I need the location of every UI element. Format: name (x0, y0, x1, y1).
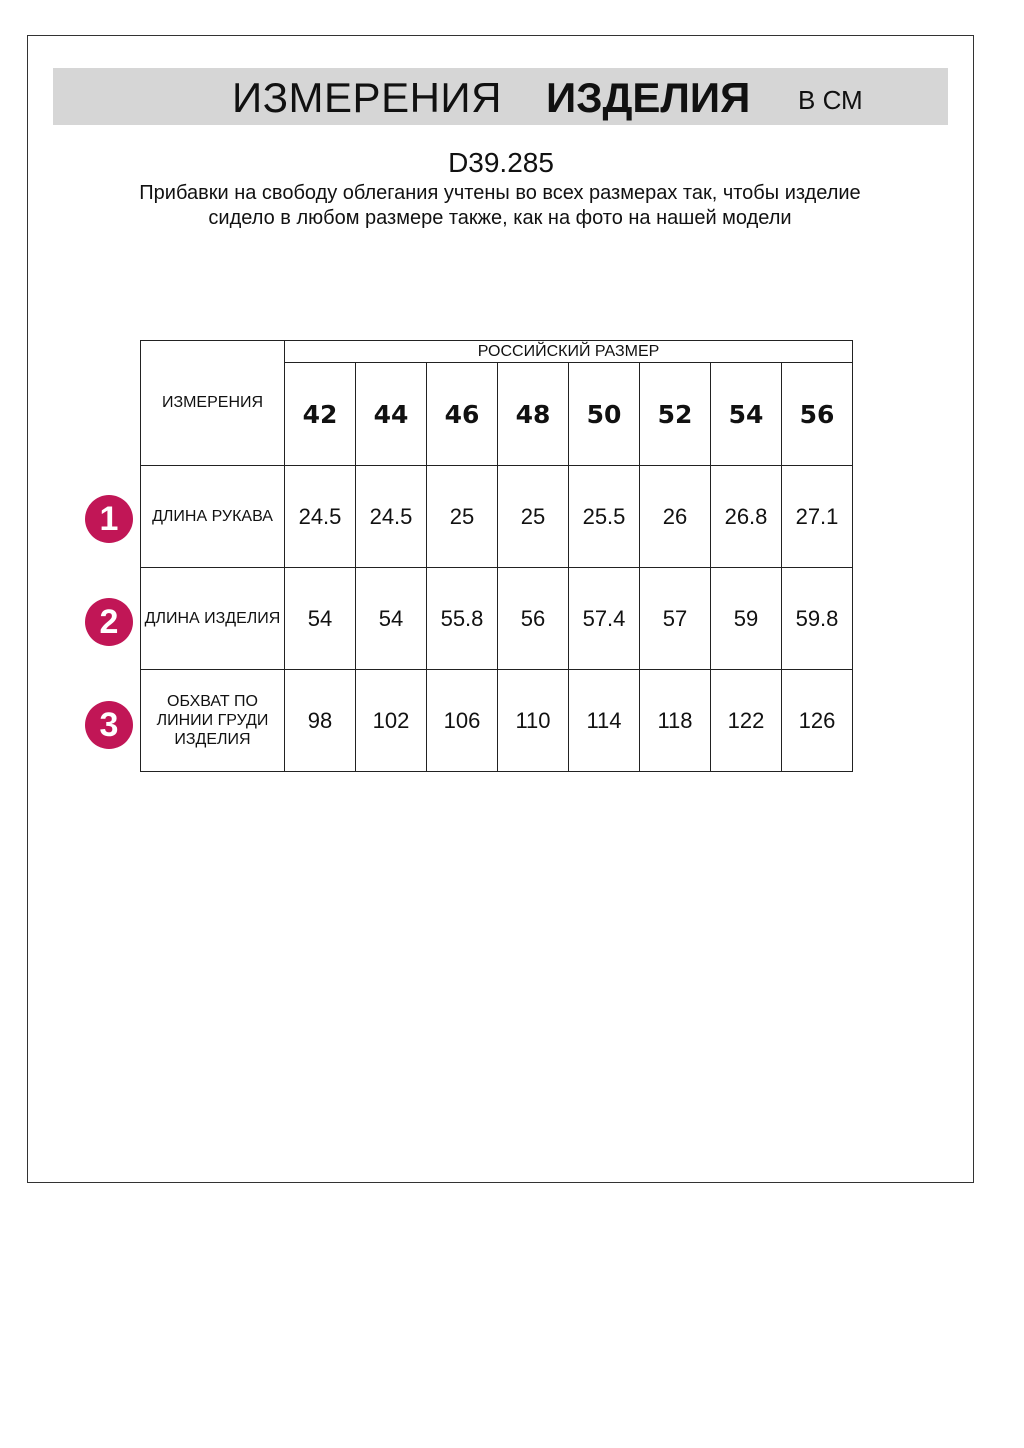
table-cell: 110 (498, 670, 569, 772)
size-header: 54 (711, 363, 782, 466)
table-cell: 118 (640, 670, 711, 772)
title-word-measurements: ИЗМЕРЕНИЯ (232, 74, 502, 121)
size-header: 42 (285, 363, 356, 466)
table-cell: 25 (498, 466, 569, 568)
table-cell: 26 (640, 466, 711, 568)
row-number-badge: 3 (85, 701, 133, 749)
russian-size-header: РОССИЙСКИЙ РАЗМЕР (285, 341, 853, 363)
table-cell: 24.5 (356, 466, 427, 568)
table-cell: 102 (356, 670, 427, 772)
table-cell: 57 (640, 568, 711, 670)
table-cell: 54 (285, 568, 356, 670)
size-header: 56 (782, 363, 853, 466)
fit-note: Прибавки на свободу облегания учтены во всех размерах так, чтобы изделие сидело в любом размере также, как на фото на нашей модели (139, 182, 861, 229)
row-number-badge: 1 (85, 495, 133, 543)
table-cell: 56 (498, 568, 569, 670)
table-cell: 59 (711, 568, 782, 670)
size-table (140, 340, 853, 772)
table-cell: 25.5 (569, 466, 640, 568)
table-cell: 106 (427, 670, 498, 772)
table-cell: 114 (569, 670, 640, 772)
table-cell: 26.8 (711, 466, 782, 568)
table-cell: 27.1 (782, 466, 853, 568)
product-code: D39.285 (448, 147, 554, 178)
table-cell: 24.5 (285, 466, 356, 568)
table-row (141, 670, 853, 772)
row-label-item-length: ДЛИНА ИЗДЕЛИЯ (141, 568, 285, 670)
table-cell: 98 (285, 670, 356, 772)
row-label-chest-girth: ОБХВАТ ПО ЛИНИИ ГРУДИ ИЗДЕЛИЯ (141, 670, 285, 772)
title-word-item: ИЗДЕЛИЯ (546, 74, 751, 121)
table-row (141, 568, 853, 670)
size-header: 48 (498, 363, 569, 466)
size-header: 44 (356, 363, 427, 466)
title-units: В СМ (798, 85, 863, 115)
table-cell: 25 (427, 466, 498, 568)
table-cell: 57.4 (569, 568, 640, 670)
table-row (141, 466, 853, 568)
measurements-header: ИЗМЕРЕНИЯ (141, 341, 285, 466)
table-cell: 59.8 (782, 568, 853, 670)
size-header: 46 (427, 363, 498, 466)
table-cell: 122 (711, 670, 782, 772)
row-label-sleeve-length: ДЛИНА РУКАВА (141, 466, 285, 568)
size-header: 52 (640, 363, 711, 466)
table-cell: 55.8 (427, 568, 498, 670)
size-header: 50 (569, 363, 640, 466)
table-cell: 126 (782, 670, 853, 772)
row-number-badge: 2 (85, 598, 133, 646)
table-cell: 54 (356, 568, 427, 670)
